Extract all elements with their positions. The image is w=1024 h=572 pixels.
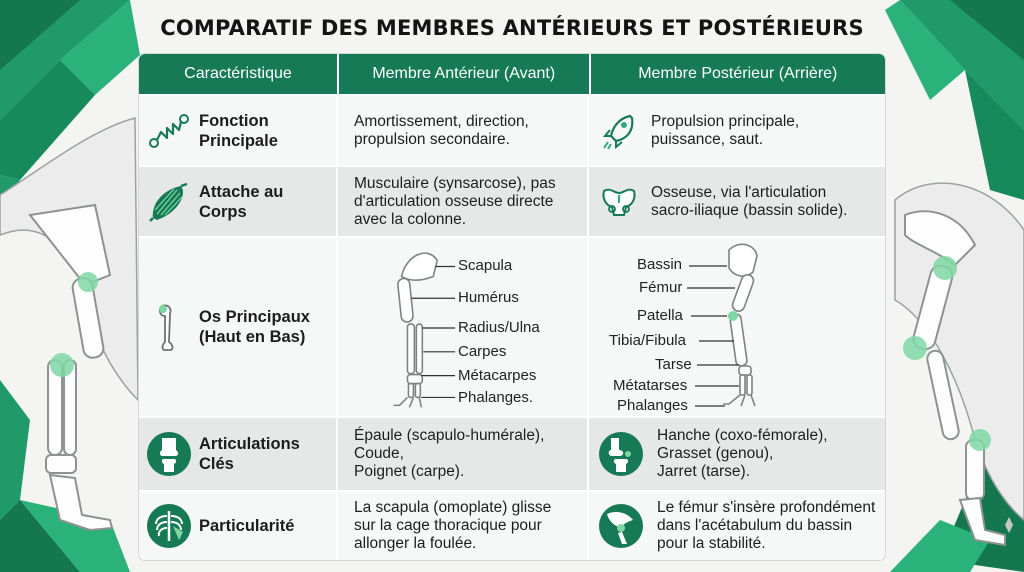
anterior-bones-cell (338, 238, 589, 416)
bone-label: Patella (637, 307, 683, 324)
bone-label: Tarse (655, 356, 692, 373)
pelvis-icon (589, 167, 643, 236)
bone-label: Phalanges. (458, 389, 534, 406)
hip-joint-icon (589, 492, 649, 560)
anterior-text: Musculaire (synsarcose), pas d'articulation osseuse directe avec la colonne. (354, 174, 556, 228)
header-posterior: Membre Postérieur (Arrière) (638, 65, 838, 82)
bone-label: Métatarses (613, 377, 688, 394)
table-row (139, 94, 885, 165)
anterior-text: Amortissement, direction, propulsion secondaire. (354, 112, 529, 148)
table-row (139, 416, 885, 490)
anterior-text: La scapula (omoplate) glisse sur la cage thoracique pour allonger la foulée. (354, 499, 552, 552)
femur-icon (139, 238, 199, 416)
table-row (139, 165, 885, 236)
anterior-text: Épaule (scapulo-humérale), Coude, Poignet (carpe). (354, 427, 545, 480)
row-label: Fonction Principale (199, 111, 278, 150)
table-row (139, 236, 885, 416)
row-label: Articulations Clés (199, 435, 300, 473)
bone-label: Tibia/Fibula (609, 332, 686, 349)
posterior-text: Propulsion principale, puissance, saut. (651, 112, 800, 148)
bone-label: Bassin (637, 256, 683, 273)
bone-label: Phalanges (617, 397, 688, 414)
comparison-table (139, 54, 885, 560)
posterior-text: Hanche (coxo-fémorale), Grasset (genou), Jarret (tarse). (657, 427, 828, 480)
posterior-text: Osseuse, via l'articulation sacro-iliaque (bassin solide). (651, 183, 848, 219)
bone-label: Humérus (458, 289, 519, 306)
bone-label: Fémur (639, 279, 683, 296)
header-characteristic: Caractéristique (139, 54, 339, 94)
table-header (139, 54, 885, 94)
table-row (139, 490, 885, 560)
bone-label: Métacarpes (458, 367, 537, 384)
muscle-icon (139, 167, 199, 236)
row-label: Particularité (199, 517, 295, 535)
row-label: Attache au Corps (199, 182, 284, 221)
spring-icon (139, 96, 199, 165)
posterior-bones-cell (589, 238, 885, 416)
bone-label: Scapula (458, 257, 513, 274)
bone-label: Carpes (458, 343, 507, 360)
rocket-icon (589, 96, 643, 165)
knee-joint-icon (139, 418, 199, 490)
posterior-text: Le fémur s'insère profondément dans l'acétabulum du bassin pour la stabilité. (657, 499, 876, 552)
row-label: Os Principaux (Haut en Bas) (199, 308, 310, 346)
knee-joint-icon (589, 418, 649, 490)
page-title: COMPARATIF DES MEMBRES ANTÉRIEURS ET POSTÉRIEURS (160, 16, 864, 40)
header-anterior: Membre Antérieur (Avant) (339, 54, 591, 94)
ribcage-icon (139, 492, 199, 560)
bone-label: Radius/Ulna (458, 319, 540, 336)
